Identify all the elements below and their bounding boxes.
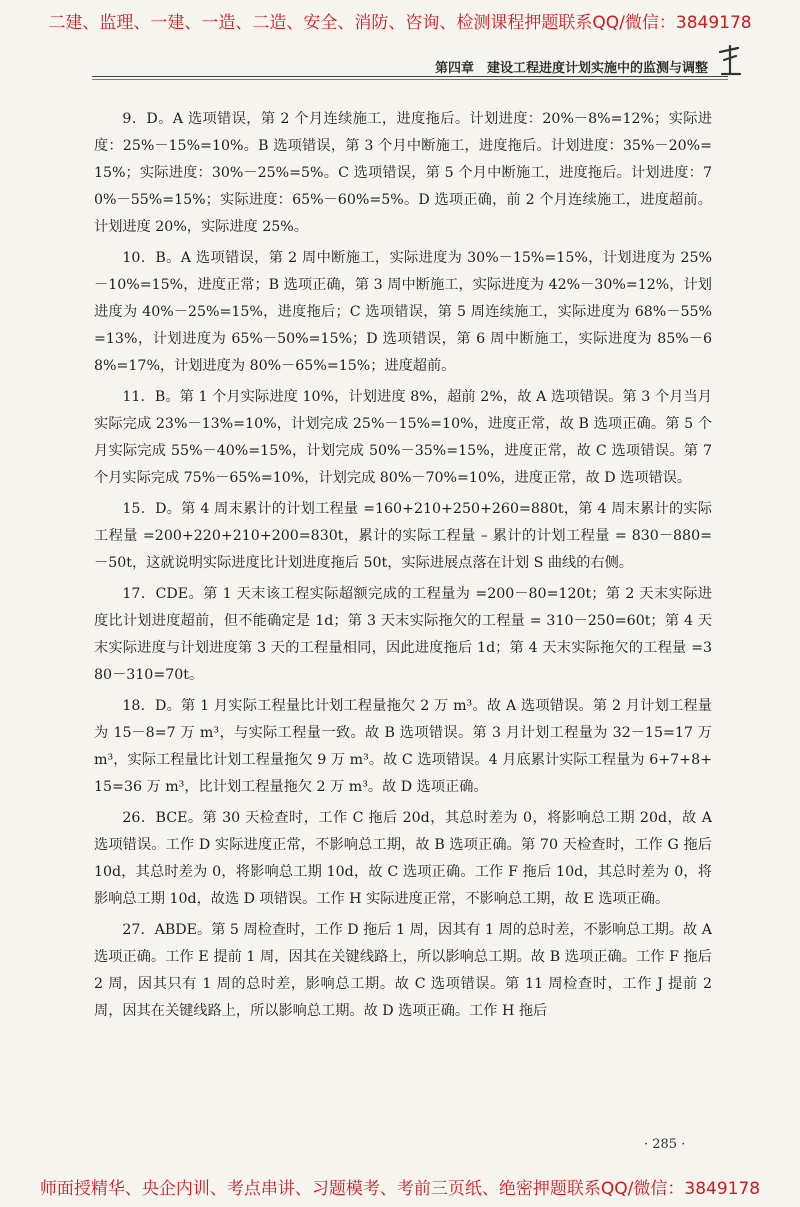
explanation-q17: 17．CDE。第 1 天末该工程实际超额完成的工程量为 =200－80=120t；第 2 天末实际进度比计划进度超前，但不能确定是 1d；第 3 天末实际拖欠的工程量 = 310－250=60t；第 4 天末实际进度与计划进度第 3 天的工程量相同，因此进度拖后 1d；第 4 天末实际拖欠的工程量 =380－310=70t。: [94, 586, 712, 683]
answer-explanations: [94, 106, 712, 1029]
explanation-q9: 9．D。A 选项错误，第 2 个月连续施工，进度拖后。计划进度：20%－8%=12%；实际进度：25%－15%=10%。B 选项错误，第 3 个月中断施工，进度拖后。计划进度：35%－20%=15%；实际进度：30%－25%=5%。C 选项错误，第 5 个月中断施工，进度拖后。计划进度：70%－55%=15%；实际进度：65%－60%=5%。D 选项正确，前 2 个月连续施工，进度超前。计划进度 20%，实际进度 25%。: [94, 111, 712, 235]
header-rule-thin: [92, 79, 728, 80]
explanation-q15: 15．D。第 4 周末累计的计划工程量 =160+210+250+260=880t，第 4 周末累计的实际工程量 =200+220+210+200=830t，累计的实际工程量 – 累计的计划工程量 = 830－880=－50t，这就说明实际进度比计划进度拖后 50t，实际进展点落在计划 S 曲线的右侧。: [94, 501, 712, 571]
chapter-title: 第四章 建设工程进度计划实施中的监测与调整: [434, 61, 708, 76]
page-header: [0, 54, 800, 84]
explanation-q18: 18．D。第 1 月实际工程量比计划工程量拖欠 2 万 m³。故 A 选项错误。第 2 月计划工程量为 15－8=7 万 m³，与实际工程量一致。故 B 选项错误。第 3 月计划工程量为 32－15=17 万 m³，实际工程量比计划工程量拖欠 9 万 m³。故 C 选项错误。4 月底累计实际工程量为 6+7+8+15=36 万 m³，比计划工程量拖欠 2 万 m³。故 D 选项正确。: [94, 698, 712, 795]
publisher-logo-icon: [716, 44, 744, 80]
header-rule: [92, 76, 728, 77]
bottom-promo-banner: 师面授精华、央企内训、考点串讲、习题模考、考前三页纸、绝密押题联系QQ/微信：3849178: [39, 1179, 761, 1199]
explanation-q27: 27．ABDE。第 5 周检查时，工作 D 拖后 1 周，因其有 1 周的总时差，不影响总工期。故 A 选项正确。工作 E 提前 1 周，因其在关键线路上，所以影响总工期。故 B 选项正确。工作 F 拖后 2 周，因其只有 1 周的总时差，影响总工期。故 C 选项错误。第 11 周检查时，工作 J 提前 2 周，因其在关键线路上，所以影响总工期。故 D 选项正确。工作 H 拖后: [94, 922, 712, 1019]
explanation-q26: 26．BCE。第 30 天检查时，工作 C 拖后 20d，其总时差为 0，将影响总工期 20d，故 A 选项错误。工作 D 实际进度正常，不影响总工期，故 B 选项正确。第 70 天检查时，工作 G 拖后 10d，其总时差为 0，将影响总工期 10d，故 C 选项正确。工作 F 拖后 10d，其总时差为 0，将影响总工期 10d，故选 D 项错误。工作 H 实际进度正常，不影响总工期，故 E 选项正确。: [94, 810, 712, 907]
page-number: · 285 ·: [644, 1137, 686, 1152]
top-promo-banner: 二建、监理、一建、一造、二造、安全、消防、咨询、检测课程押题联系QQ/微信：3849178: [48, 13, 752, 33]
explanation-q10: 10．B。A 选项错误，第 2 周中断施工，实际进度为 30%－15%=15%，计划进度为 25%－10%=15%，进度正常；B 选项正确，第 3 周中断施工，实际进度为 42%－30%=12%，计划进度为 40%－25%=15%，进度拖后；C 选项错误，第 5 周连续施工，实际进度为 68%－55%=13%，计划进度为 65%－50%=15%；D 选项错误，第 6 周中断施工，实际进度为 85%－68%=17%，计划进度为 80%－65%=15%；进度超前。: [94, 250, 712, 374]
explanation-q11: 11．B。第 1 个月实际进度 10%，计划进度 8%，超前 2%，故 A 选项错误。第 3 个月当月实际完成 23%－13%=10%，计划完成 25%－15%=10%，进度正常，故 B 选项正确。第 5 个月实际完成 55%－40%=15%，计划完成 50%－35%=15%，进度正常，故 C 选项错误。第 7 个月实际完成 75%－65%=10%，计划完成 80%－70%=10%，进度正常，故 D 选项错误。: [94, 389, 712, 486]
